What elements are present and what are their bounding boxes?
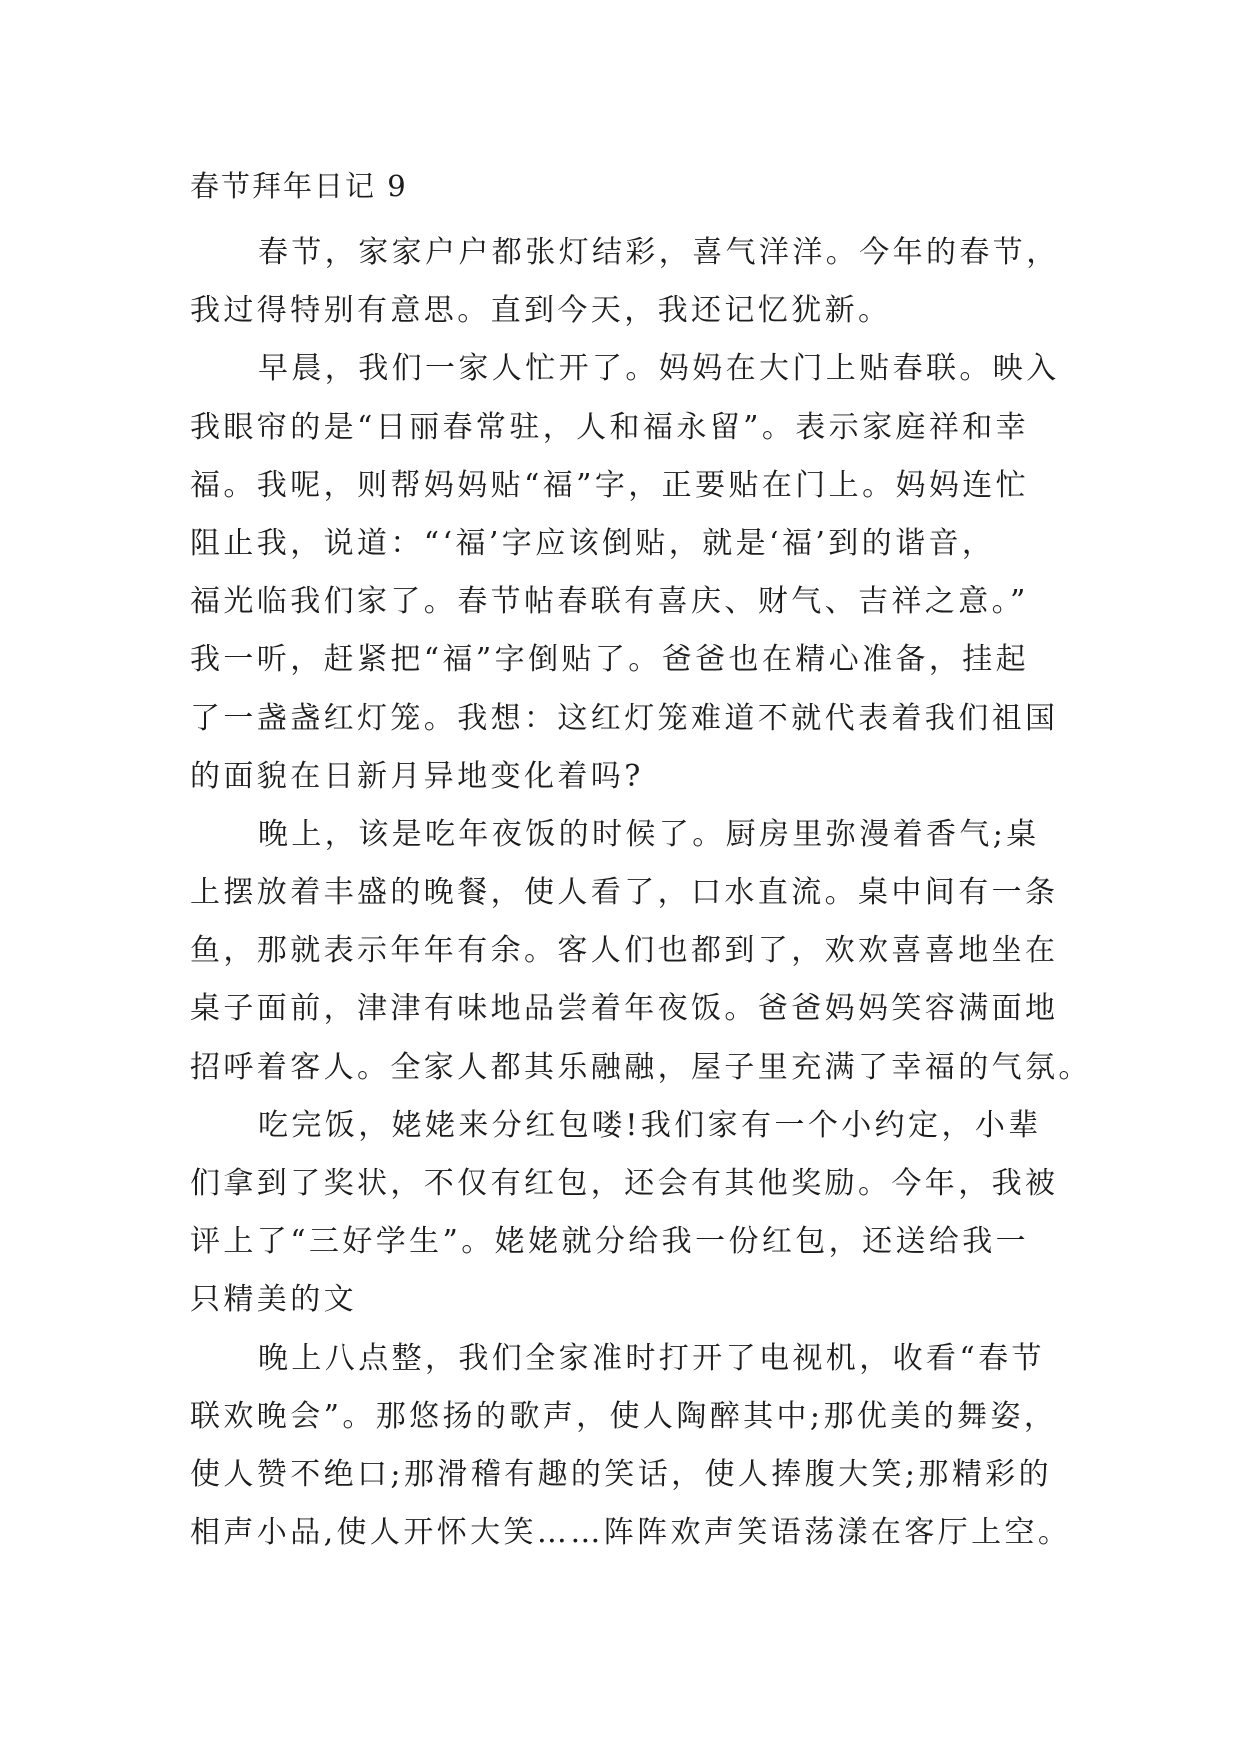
text-line: 春节，家家户户都张灯结彩，喜气洋洋。今年的春节，: [258, 235, 1060, 270]
text-line: 福。我呢，则帮妈妈贴“福”字，正要贴在门上。妈妈连忙: [190, 467, 1030, 503]
text-line: 福光临我们家了。春节帖春联有喜庆、财气、吉祥之意。”: [190, 584, 1029, 620]
paragraph-5: [190, 1330, 1070, 1563]
text-line: 评上了“三好学生”。姥姥就分给我一份红包，还送给我一: [190, 1224, 1030, 1260]
text-line: 吃完饭，姥姥来分红包喽!我们家有一个小约定，小辈: [258, 1107, 1042, 1143]
paragraph-2: [190, 340, 1070, 806]
paragraph-3: [190, 806, 1092, 1097]
text-line: 阻止我，说道：“‘福’字应该倒贴，就是‘福’到的谐音，: [190, 525, 996, 561]
text-line: 相声小品,使人开怀大笑……阵阵欢声笑语荡漾在客厅上空。: [190, 1515, 1072, 1551]
text-line: 上摆放着丰盛的晚餐，使人看了，口水直流。桌中间有一条: [190, 875, 1059, 911]
text-line: 晚上八点整，我们全家准时打开了电视机，收看“春节: [258, 1340, 1045, 1376]
text-line: 晚上，该是吃年夜饭的时候了。厨房里弥漫着香气;桌: [258, 816, 1040, 852]
text-line: 的面貌在日新月异地变化着吗?: [190, 758, 644, 794]
text-line: 早晨，我们一家人忙开了。妈妈在大门上贴春联。映入: [258, 351, 1060, 387]
paragraph-1: [190, 224, 1070, 340]
text-line: 我过得特别有意思。直到今天，我还记忆犹新。: [190, 293, 892, 329]
text-line: 鱼，那就表示年年有余。客人们也都到了，欢欢喜喜地坐在: [190, 933, 1059, 969]
paragraph-4: [190, 1097, 1070, 1330]
document-body: [190, 224, 1092, 1562]
text-line: 们拿到了奖状，不仅有红包，还会有其他奖励。今年，我被: [190, 1166, 1059, 1201]
text-line: 招呼着客人。全家人都其乐融融，屋子里充满了幸福的气氛。: [190, 1049, 1092, 1085]
text-line: 我一听，赶紧把“福”字倒贴了。爸爸也在精心准备，挂起: [190, 642, 1030, 678]
document-title: 春节拜年日记 9: [190, 169, 408, 203]
text-line: 桌子面前，津津有味地品尝着年夜饭。爸爸妈妈笑容满面地: [190, 991, 1059, 1027]
text-line: 联欢晚会”。那悠扬的歌声，使人陶醉其中;那优美的舞姿，: [190, 1398, 1058, 1434]
text-line: 只精美的文: [190, 1282, 357, 1318]
text-line: 我眼帘的是“日丽春常驻，人和福永留”。表示家庭祥和幸: [190, 409, 1030, 445]
text-line: 使人赞不绝口;那滑稽有趣的笑话，使人捧腹大笑;那精彩的: [190, 1456, 1053, 1492]
text-line: 了一盏盏红灯笼。我想：这红灯笼难道不就代表着我们祖国: [190, 700, 1059, 736]
